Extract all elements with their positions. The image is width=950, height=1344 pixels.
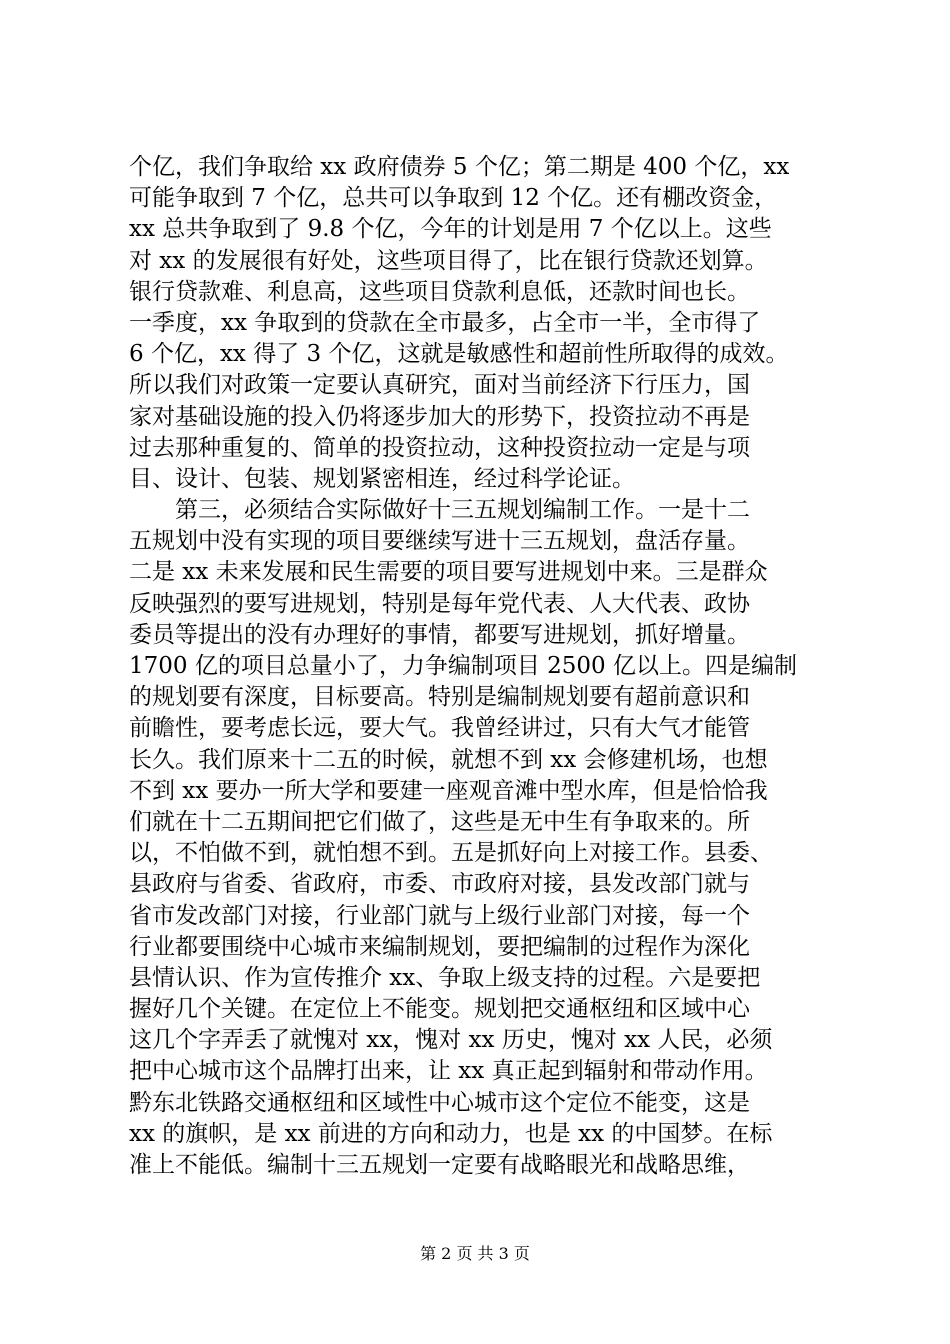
text-line: 1700 亿的项目总量小了，力争编制项目 2500 亿以上。四是编制 [129,653,797,679]
text-line: 过去那种重复的、简单的投资拉动，这种投资拉动一定是与项 [129,434,750,461]
text-line: 前瞻性，要考虑长远，要大气。我曾经讲过，只有大气才能管 [129,715,750,742]
text-line: 的规划要有深度，目标要高。特别是编制规划要有超前意识和 [129,684,750,711]
text-line: 可能争取到 7 个亿，总共可以争取到 12 个亿。还有棚改资金， [129,185,778,212]
text-line: 6 个亿，xx 得了 3 个亿，这就是敏感性和超前性所取得的成效。 [129,341,789,368]
text-line: 县情认识、作为宣传推介 xx、争取上级支持的过程。六是要把 [129,964,761,991]
text-line: 准上不能低。编制十三五规划一定要有战略眼光和战略思维， [129,1152,750,1178]
text-line: 长久。我们原来十二五的时候，就想不到 xx 会修建机场，也想 [129,746,768,773]
text-line: 一季度，xx 争取到的贷款在全市最多，占全市一半，全市得了 [129,309,761,336]
text-line: 五规划中没有实现的项目要继续写进十三五规划，盘活存量。 [129,528,750,555]
text-line: 反映强烈的要写进规划，特别是每年党代表、人大代表、政协 [129,590,750,617]
text-line: 把中心城市这个品牌打出来，让 xx 真正起到辐射和带动作用。 [129,1058,768,1085]
text-line: xx 总共争取到了 9.8 个亿，今年的计划是用 7 个亿以上。这些 [129,216,772,243]
paragraph-start-line: 第三，必须结合实际做好十三五规划编制工作。一是十二 [175,497,750,524]
text-line: 对 xx 的发展很有好处，这些项目得了，比在银行贷款还划算。 [129,247,768,274]
text-line: 们就在十二五期间把它们做了，这些是无中生有争取来的。所 [129,808,750,835]
text-line: 以，不怕做不到，就怕想不到。五是抓好向上对接工作。县委、 [129,840,773,867]
text-line: 家对基础设施的投入仍将逐步加大的形势下，投资拉动不再是 [129,403,750,430]
text-line: 二是 xx 未来发展和民生需要的项目要写进规划中来。三是群众 [129,559,768,586]
document-body [129,152,829,1181]
text-line: 委员等提出的没有办理好的事情，都要写进规划，抓好增量。 [129,621,750,648]
text-line: 县政府与省委、省政府，市委、市政府对接，县发改部门就与 [129,871,750,898]
page-number-footer: 第 2 页 共 3 页 [420,1244,530,1263]
text-line: 所以我们对政策一定要认真研究，面对当前经济下行压力，国 [129,372,750,399]
text-line: 黔东北铁路交通枢纽和区域性中心城市这个定位不能变，这是 [129,1089,750,1116]
text-line: 行业都要围绕中心城市来编制规划，要把编制的过程作为深化 [129,933,750,960]
text-line: 个亿，我们争取给 xx 政府债券 5 个亿；第二期是 400 个亿，xx [129,154,790,180]
text-line: 这几个字弄丢了就愧对 xx，愧对 xx 历史，愧对 xx 人民，必须 [129,1027,773,1054]
text-line: 目、设计、包装、规划紧密相连，经过科学论证。 [129,465,635,492]
text-line: xx 的旗帜，是 xx 前进的方向和动力，也是 xx 的中国梦。在标 [129,1120,773,1147]
text-line: 握好几个关键。在定位上不能变。规划把交通枢纽和区域中心 [129,996,750,1023]
text-line: 银行贷款难、利息高，这些项目贷款利息低，还款时间也长。 [129,278,750,305]
text-line: 省市发改部门对接，行业部门就与上级行业部门对接，每一个 [129,902,750,929]
text-line: 不到 xx 要办一所大学和要建一座观音滩中型水库，但是恰恰我 [129,777,768,804]
